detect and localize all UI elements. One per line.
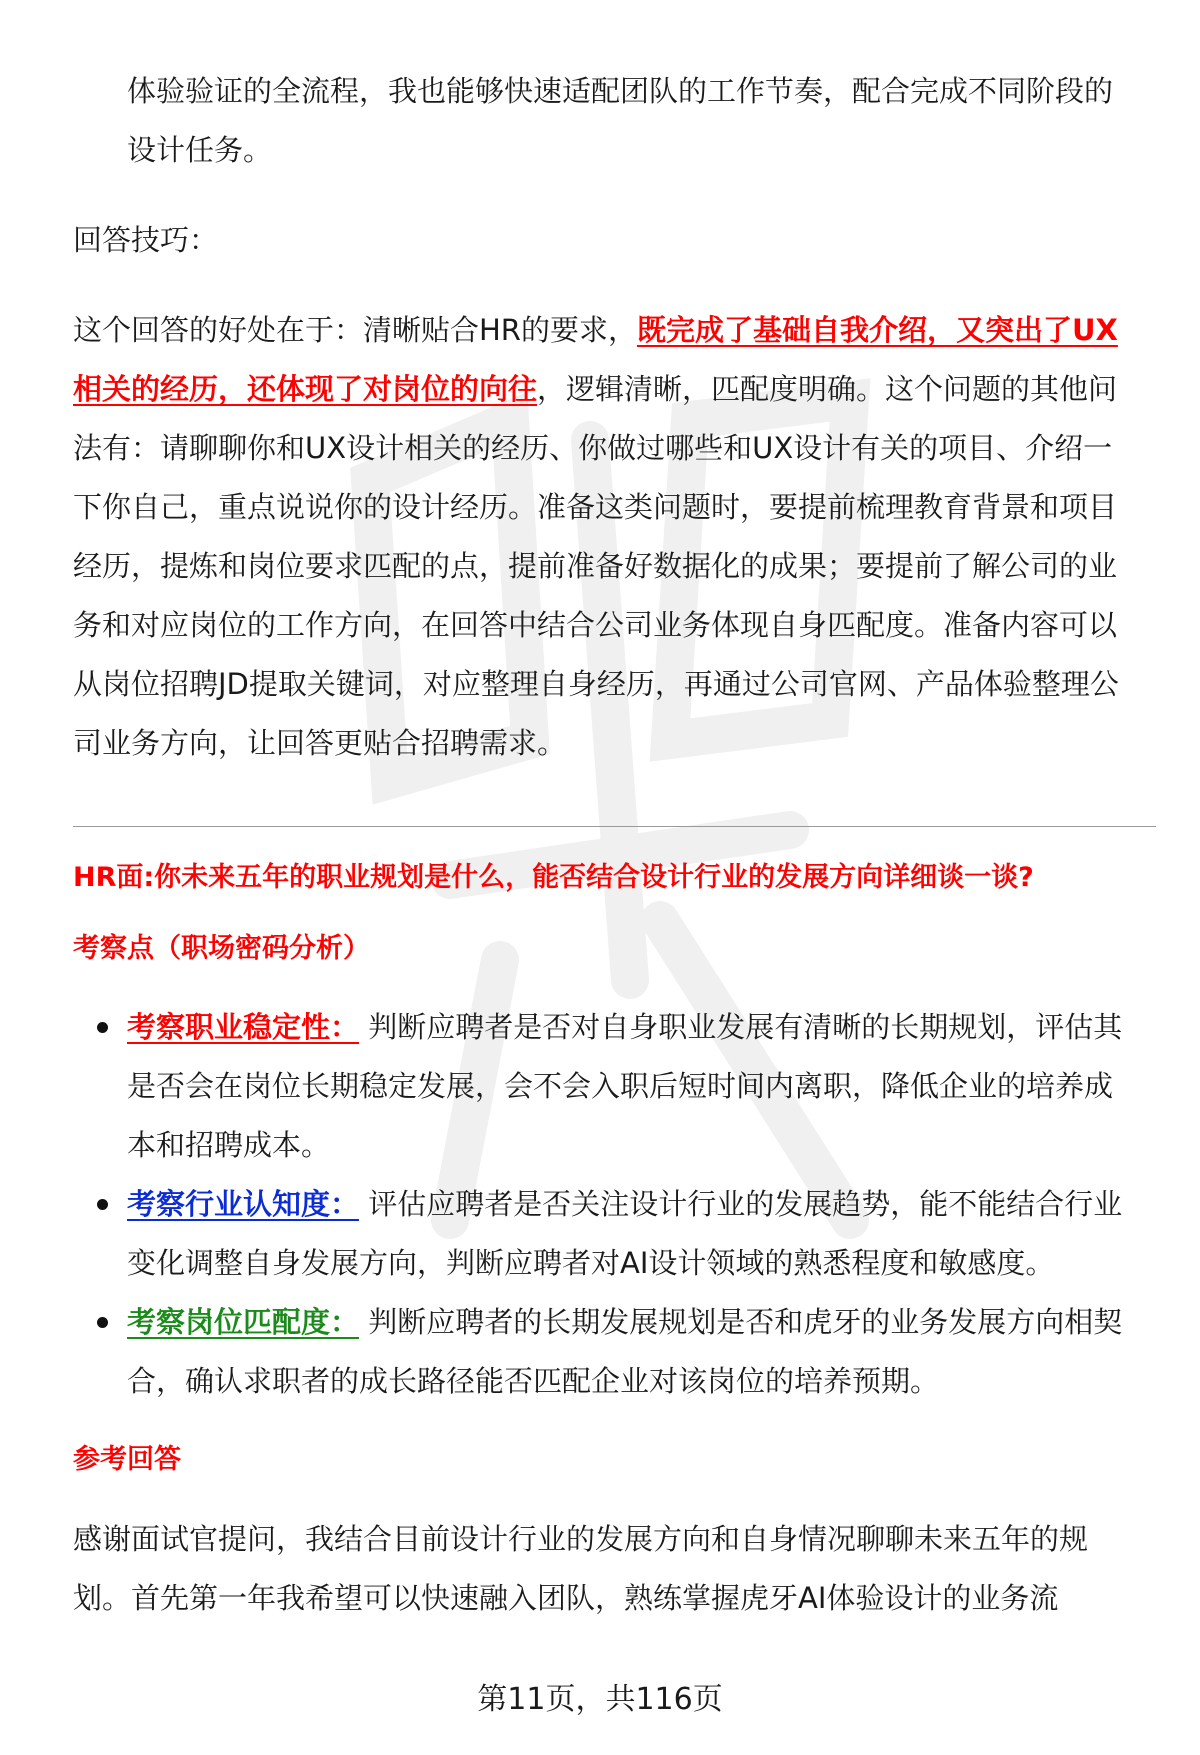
tips-text-1: 这个回答的好处在于：清晰贴合HR的要求， [73,313,637,347]
tips-line-8: 司业务方向，让回答更贴合招聘需求。 [73,726,567,760]
tips-line-6: 务和对应岗位的工作方向，在回答中结合公司业务体现自身匹配度。准备内容可以 [73,608,1118,642]
tips-line-7: 从岗位招聘JD提取关键词，对应整理自身经历，再通过公司官网、产品体验整理公 [73,667,1119,701]
bullet-2-keyword: 考察行业认知度： [127,1187,360,1221]
bullet-1-line-3: 本和招聘成本。 [127,1128,331,1162]
reference-line-1: 感谢面试官提问，我结合目前设计行业的发展方向和自身情况聊聊未来五年的规 [73,1522,1089,1556]
question-heading: HR面:你未来五年的职业规划是什么，能否结合设计行业的发展方向详细谈一谈? [73,862,1034,893]
bullet-1-text: 判断应聘者是否对自身职业发展有清晰的长期规划，评估其 [368,1010,1123,1044]
tips-highlight-b: 相关的经历，还体现了对岗位的向往 [73,372,538,406]
tips-text-2: ，逻辑清晰，匹配度明确。这个问题的其他问 [537,372,1118,406]
tips-highlight-a: 既完成了基础自我介绍，又突出了UX [636,313,1118,347]
bullet-dot [97,1199,108,1210]
bullet-3-line-2: 合，确认求职者的成长路径能否匹配企业对该岗位的培养预期。 [127,1364,940,1398]
bullet-3-keyword: 考察岗位匹配度： [127,1305,360,1339]
tips-line-2 [73,360,1117,419]
tips-label: 回答技巧： [73,223,219,257]
bullet-2-line-1 [127,1175,1122,1234]
section-divider [73,826,1156,827]
bullet-dot [97,1022,108,1033]
intro-line-1: 体验验证的全流程，我也能够快速适配团队的工作节奏，配合完成不同阶段的 [127,74,1114,108]
bullet-2-line-2: 变化调整自身发展方向，判断应聘者对AI设计领域的熟悉程度和敏感度。 [127,1246,1055,1280]
tips-line-4: 下你自己，重点说说你的设计经历。准备这类问题时，要提前梳理教育背景和项目 [73,490,1118,524]
bullet-dot [97,1317,108,1328]
tips-line-5: 经历，提炼和岗位要求匹配的点，提前准备好数据化的成果；要提前了解公司的业 [73,549,1118,583]
page-footer: 第11页，共116页 [477,1682,723,1717]
bullet-1-line-1 [127,998,1122,1057]
intro-line-2: 设计任务。 [127,133,273,167]
bullet-1-line-2: 是否会在岗位长期稳定发展，会不会入职后短时间内离职，降低企业的培养成 [127,1069,1114,1103]
bullet-1-keyword: 考察职业稳定性： [127,1010,360,1044]
exam-points-heading: 考察点（职场密码分析） [73,933,370,964]
tips-line-3: 法有：请聊聊你和UX设计相关的经历、你做过哪些和UX设计有关的项目、介绍一 [73,431,1113,465]
bullet-3-text: 判断应聘者的长期发展规划是否和虎牙的业务发展方向相契 [368,1305,1123,1339]
reference-heading: 参考回答 [73,1444,181,1475]
bullet-2-text: 评估应聘者是否关注设计行业的发展趋势，能不能结合行业 [368,1187,1123,1221]
tips-line-1 [73,301,1118,360]
reference-line-2: 划。首先第一年我希望可以快速融入团队，熟练掌握虎牙AI体验设计的业务流 [73,1581,1059,1615]
bullet-3-line-1 [127,1293,1122,1352]
